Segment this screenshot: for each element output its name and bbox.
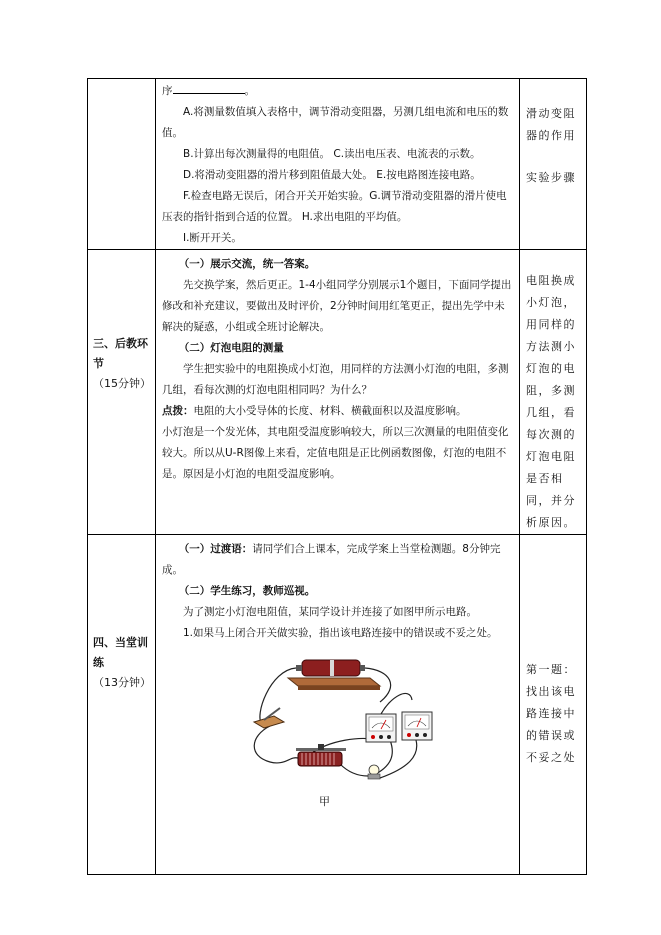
note-cell bbox=[520, 250, 587, 535]
stage-title: 四、当堂训练 bbox=[93, 636, 148, 669]
step-a: A.将测量数值填入表格中，调节滑动变阻器，另测几组电流和电压的数值。 bbox=[162, 106, 509, 139]
stage-time: （15分钟） bbox=[93, 377, 151, 390]
step-b-c: B.计算出每次测量得的电阻值。 C.读出电压表、电流表的示数。 bbox=[183, 148, 481, 160]
lesson-plan-table bbox=[87, 78, 587, 875]
content-cell bbox=[156, 535, 520, 875]
hint-label: 点拨： bbox=[162, 405, 194, 417]
paragraph: 小灯泡是一个发光体，其电阻受温度影响较大，所以三次测量的电阻值变化较大。所以从U-R图像上来看，定值电阻是正比例函数图像，灯泡的电阻不是。原因是小灯泡的电阻受温度影响。 bbox=[162, 426, 509, 480]
step-i: I.断开开关。 bbox=[183, 232, 242, 244]
battery-base bbox=[288, 678, 380, 686]
content-cell bbox=[156, 79, 520, 250]
paragraph: 先交换学案，然后更正。1-4小组同学分别展示1个题目，下面同学提出修改和补充建议，要做出及时评价，2分钟时间用红笔更正，提出先学中未解决的疑惑，小组或全班讨论解决。 bbox=[162, 279, 512, 333]
table-row bbox=[88, 79, 587, 250]
stage-title: 三、后教环节 bbox=[93, 337, 148, 370]
table-row bbox=[88, 250, 587, 535]
stage-cell bbox=[88, 250, 156, 535]
steps-order-prefix: 序 bbox=[162, 85, 173, 97]
switch-icon bbox=[254, 716, 284, 728]
paragraph: 学生把实验中的电阻换成小灯泡，用同样的方法测小灯泡的电阻，多测几组，看每次测的灯泡电阻相同吗？为什么？ bbox=[162, 363, 509, 396]
section-heading: （二）灯泡电阻的测量 bbox=[178, 342, 284, 354]
figure-caption: 甲 bbox=[319, 795, 330, 808]
note-text: 第一题：找出该电路连接中的错误或不妥之处 bbox=[526, 663, 576, 764]
step-d-e: D.将滑动变阻器的滑片移到阻值最大处。 E.按电路图连接电路。 bbox=[183, 169, 481, 181]
stage-cell bbox=[88, 535, 156, 875]
table-row bbox=[88, 535, 587, 875]
section-heading: （二）学生练习，教师巡视。 bbox=[178, 585, 316, 597]
note-experiment-steps: 实验步骤 bbox=[526, 171, 576, 184]
note-cell bbox=[520, 79, 587, 250]
stage-cell-empty bbox=[88, 79, 156, 250]
circuit-diagram bbox=[240, 656, 440, 794]
paragraph: 为了测定小灯泡电阻值，某同学设计并连接了如图甲所示电路。 bbox=[183, 606, 477, 618]
step-f-g-h: F.检查电路无误后，闭合开关开始实验。G.调节滑动变阻器的滑片使电压表的指针指到合适的位置。 H.求出电阻的平均值。 bbox=[162, 190, 507, 223]
transition-text: 请同学们合上课本，完成学案上当堂检测题。8分钟完成。 bbox=[162, 543, 501, 576]
blank-underline bbox=[173, 81, 245, 94]
question-1: 1.如果马上闭合开关做实验，指出该电路连接中的错误或不妥之处。 bbox=[183, 627, 498, 639]
section-heading: （一）展示交流，统一答案。 bbox=[178, 258, 316, 270]
rheostat-icon bbox=[298, 752, 342, 766]
note-cell bbox=[520, 535, 587, 875]
note-text: 电阻换成小灯泡，用同样的方法测小灯泡的电阻，多测几组，看每次测的灯泡电阻是否相同，并分析原因。 bbox=[526, 274, 576, 529]
content-cell bbox=[156, 250, 520, 535]
hint-text: 电阻的大小受导体的长度、材料、横截面积以及温度影响。 bbox=[193, 405, 467, 417]
lamp-icon bbox=[369, 765, 379, 775]
note-rheostat-role: 滑动变阻器的作用 bbox=[526, 107, 576, 142]
stage-time: （13分钟） bbox=[93, 676, 151, 689]
transition-label: （一）过渡语： bbox=[178, 543, 253, 555]
steps-order-suffix: 。 bbox=[244, 85, 255, 97]
